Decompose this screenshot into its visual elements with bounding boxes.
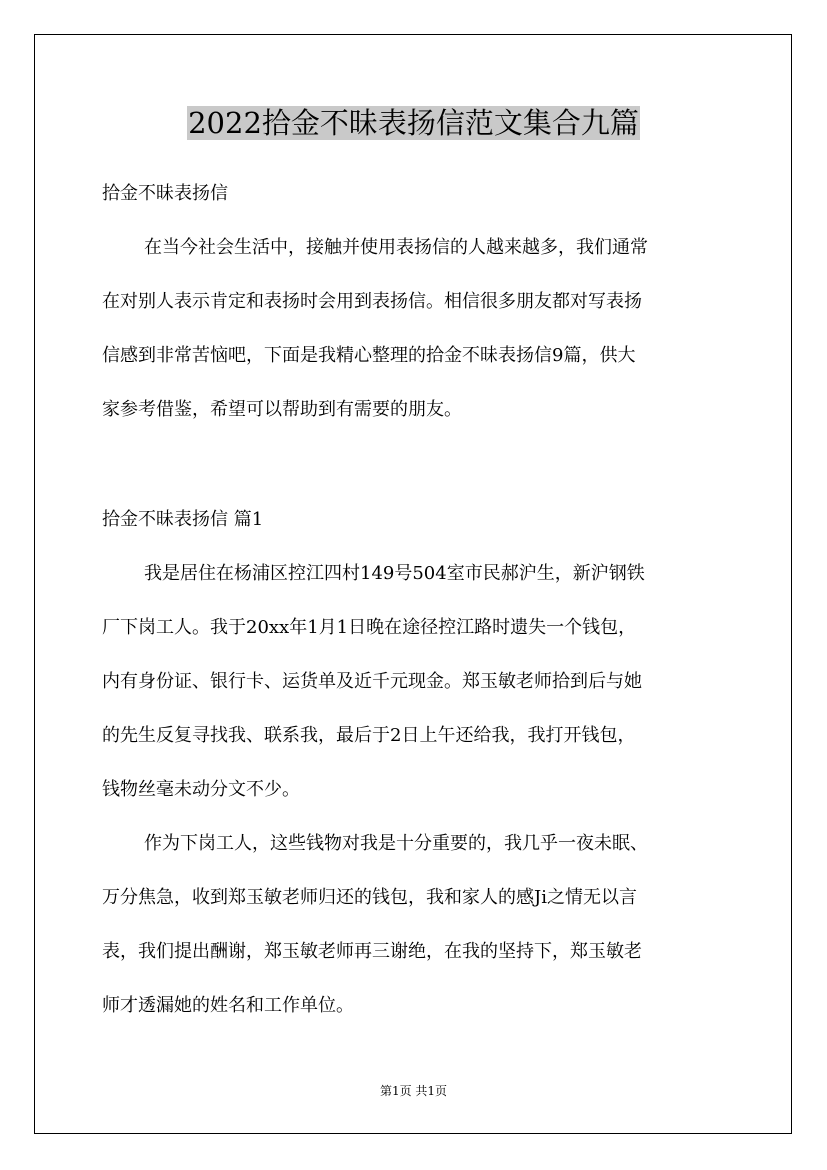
document-title xyxy=(0,104,827,142)
section1-para2-line: 作为下岗工人，这些钱物对我是十分重要的，我几乎一夜未眠、 xyxy=(144,833,648,854)
intro-line: 在对别人表示肯定和表扬时会用到表扬信。相信很多朋友都对写表扬 xyxy=(102,291,642,312)
section1-para2-line: 万分焦急，收到郑玉敏老师归还的钱包，我和家人的感Ji之情无以言 xyxy=(102,887,637,908)
section1-para1-line: 钱物丝毫未动分文不少。 xyxy=(102,779,300,800)
intro-line: 家参考借鉴，希望可以帮助到有需要的朋友。 xyxy=(102,399,462,420)
section1-para1-line: 内有身份证、银行卡、运货单及近千元现金。郑玉敏老师拾到后与她 xyxy=(102,671,642,692)
document-title-text: 2022拾金不昧表扬信范文集合九篇 xyxy=(188,106,639,140)
section1-para1-line: 我是居住在杨浦区控江四村149号504室市民郝沪生，新沪钢铁 xyxy=(144,563,645,584)
section1-para2-line: 表，我们提出酬谢，郑玉敏老师再三谢绝，在我的坚持下，郑玉敏老 xyxy=(102,941,642,962)
page-footer: 第1页 共1页 xyxy=(379,1084,448,1098)
section1-para1-line: 厂下岗工人。我于20xx年1月1日晚在途径控江路时遗失一个钱包， xyxy=(102,617,637,638)
section1-para2-line: 师才透漏她的姓名和工作单位。 xyxy=(102,995,354,1016)
intro-line: 信感到非常苦恼吧，下面是我精心整理的拾金不昧表扬信9篇，供大 xyxy=(102,345,636,366)
section1-heading: 拾金不昧表扬信 篇1 xyxy=(102,509,264,530)
intro-heading: 拾金不昧表扬信 xyxy=(102,183,228,204)
intro-line: 在当今社会生活中，接触并使用表扬信的人越来越多，我们通常 xyxy=(144,237,648,258)
section1-para1-line: 的先生反复寻找我、联系我，最后于2日上午还给我，我打开钱包， xyxy=(102,725,636,746)
